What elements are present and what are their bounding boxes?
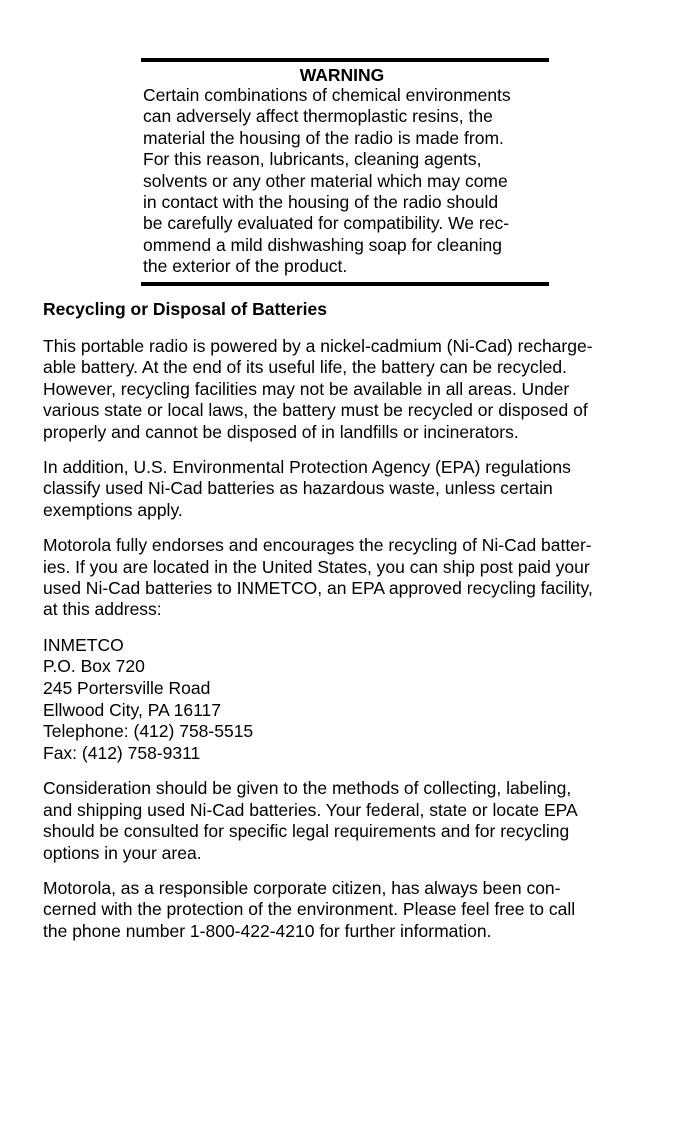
warning-title: WARNING [299, 65, 385, 85]
section-heading: Recycling or Disposal of Batteries [43, 299, 327, 319]
address-telephone: Telephone: (412) 758-5515 [43, 721, 254, 742]
address-po-box: P.O. Box 720 [43, 656, 145, 677]
address-fax: Fax: (412) 758-9311 [43, 742, 201, 763]
inmetco-address [43, 635, 663, 765]
paragraph-corporate-citizen: Motorola, as a responsible corporate citizen, has always been con- cerned with the protection of the environment. Please feel free to call the phone number 1-800-422-4210 for further information. [43, 878, 576, 941]
address-street: 245 Portersville Road [43, 678, 211, 699]
address-name: INMETCO [43, 634, 124, 655]
paragraph-motorola-endorsement: Motorola fully endorses and encourages the recycling of Ni-Cad batter- ies. If you are located in the United States, you can ship post paid your used Ni-Cad batteries to INMETCO, an EPA approved recycling facility, at this address: [43, 535, 593, 620]
recycling-section [43, 299, 663, 956]
address-city: Ellwood City, PA 16117 [43, 699, 222, 720]
warning-box [141, 58, 549, 286]
warning-text: Certain combinations of chemical environments can adversely affect thermoplastic resins, the material the housing of the radio is made from. For this reason, lubricants, cleaning agents, solvents or any other material which may come in contact with the housing of the radio should be carefully evaluated for compatibility. We rec- ommend a mild dishwashing soap for cleaning the exterior of the product. [143, 85, 511, 277]
paragraph-consideration: Consideration should be given to the methods of collecting, labeling, and shipping used Ni-Cad batteries. Your federal, state or locate EPA should be consulted for specific legal requirements and for recycling options in your area. [43, 778, 578, 863]
paragraph-epa-regulations: In addition, U.S. Environmental Protection Agency (EPA) regulations classify used Ni-Cad batteries as hazardous waste, unless certain exemptions apply. [43, 457, 571, 520]
paragraph-battery-info: This portable radio is powered by a nickel-cadmium (Ni-Cad) recharge- able battery. At the end of its useful life, the battery can be recycled. However, recycling facilities may not be available in all areas. Under various state or local laws, the battery must be recycled or disposed of properly and cannot be disposed of in landfills or incinerators. [43, 336, 593, 442]
